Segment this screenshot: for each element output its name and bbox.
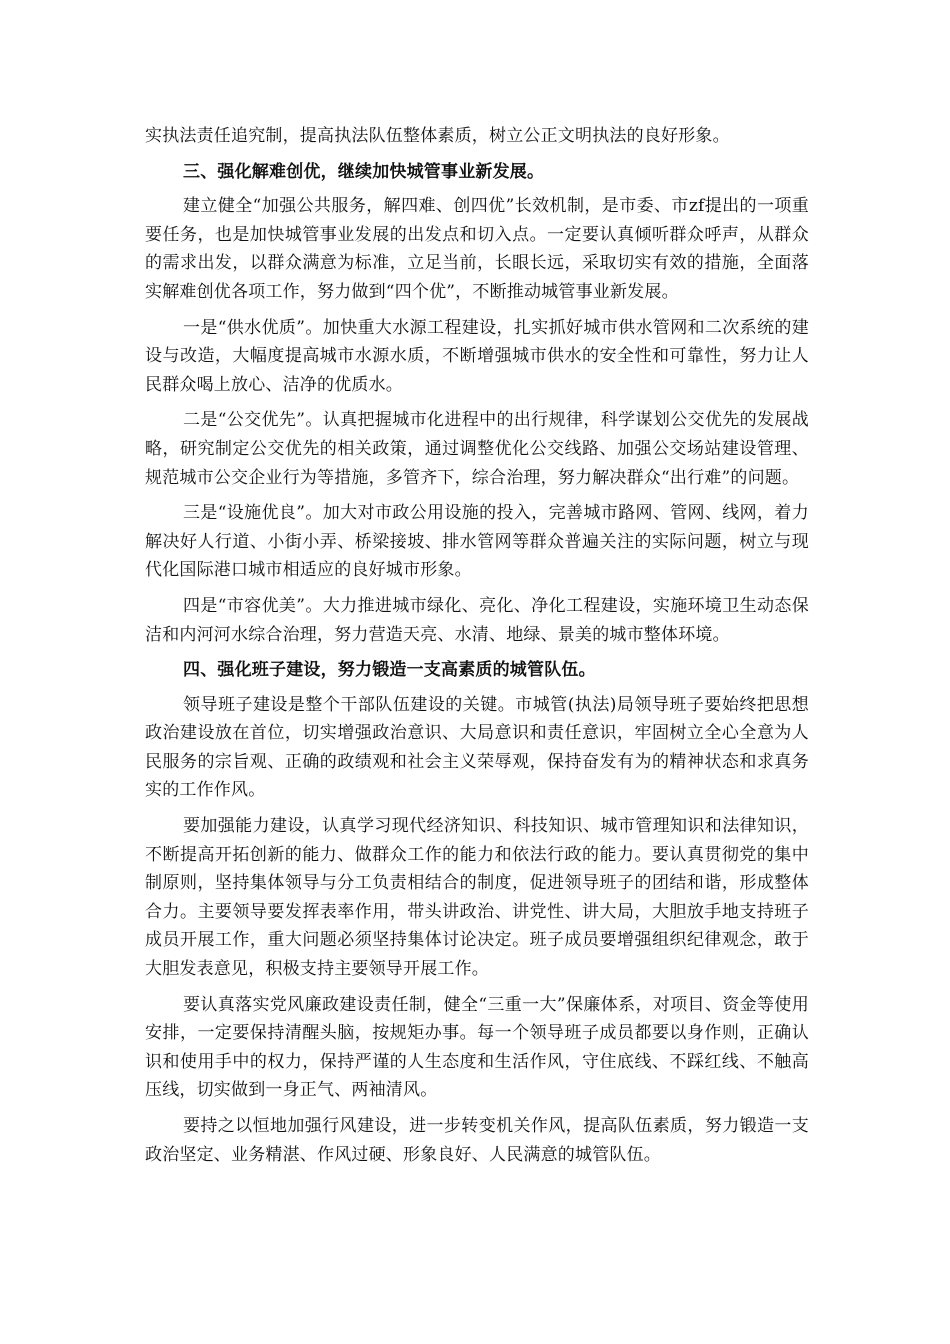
paragraph-integrity: 要认真落实党风廉政建设责任制，健全“三重一大”保廉体系，对项目、资金等使用安排，一定要保持清醒头脑，按规矩办事。每一个领导班子成员都要以身作则，正确认识和使用手中的权力，保持严谨的人生态度和生活作风，守住底线、不踩红线、不触高压线，切实做到一身正气、两袖清风。 <box>145 994 809 1101</box>
paragraph-public-transit: 二是“公交优先”。认真把握城市化进程中的出行规律，科学谋划公交优先的发展战略，研究制定公交优先的相关政策，通过调整优化公交线路、加强公交场站建设管理、规范城市公交企业行为等措施，多管齐下，综合治理，努力解决群众“出行难”的问题。 <box>145 410 809 488</box>
paragraph-city-appearance: 四是“市容优美”。大力推进城市绿化、亮化、净化工程建设，实施环境卫生动态保洁和内河河水综合治理，努力营造天亮、水清、地绿、景美的城市整体环境。 <box>145 595 809 645</box>
section-heading-3: 三、强化解难创优，继续加快城管事业新发展。 <box>183 161 545 182</box>
paragraph-mechanism: 建立健全“加强公共服务，解四难、创四优”长效机制，是市委、市zf提出的一项重要任务，也是加快城管事业发展的出发点和切入点。一定要认真倾听群众呼声，从群众的需求出发，以群众满意为标准，立足当前，长眼长远，采取切实有效的措施，全面落实解难创优各项工作，努力做到“四个优”，不断推动城管事业新发展。 <box>145 196 809 302</box>
paragraph-leadership: 领导班子建设是整个干部队伍建设的关键。市城管(执法)局领导班子要始终把思想政治建设放在首位，切实增强政治意识、大局意识和责任意识，牢固树立全心全意为人民服务的宗旨观、正确的政绩观和社会主义荣辱观，保持奋发有为的精神状态和求真务实的工作作风。 <box>145 694 809 801</box>
section-heading-4: 四、强化班子建设，努力锻造一支高素质的城管队伍。 <box>183 660 596 681</box>
paragraph-water-supply: 一是“供水优质”。加快重大水源工程建设，扎实抓好城市供水管网和二次系统的建设与改造，大幅度提高城市水源水质，不断增强城市供水的安全性和可靠性，努力让人民群众喝上放心、洁净的优质水。 <box>145 317 809 395</box>
paragraph-facilities: 三是“设施优良”。加大对市政公用设施的投入，完善城市路网、管网、线网，着力解决好人行道、小街小弄、桥梁接坡、排水管网等群众普遍关注的实际问题，树立与现代化国际港口城市相适应的良好城市形象。 <box>145 503 809 581</box>
paragraph-conduct: 要持之以恒地加强行风建设，进一步转变机关作风，提高队伍素质，努力锻造一支政治坚定、业务精湛、作风过硬、形象良好、人民满意的城管队伍。 <box>145 1116 809 1165</box>
paragraph-capability: 要加强能力建设，认真学习现代经济知识、科技知识、城市管理知识和法律知识，不断提高开拓创新的能力、做群众工作的能力和依法行政的能力。要认真贯彻党的集中制原则，坚持集体领导与分工负责相结合的制度，促进领导班子的团结和谐，形成整体合力。主要领导要发挥表率作用，带头讲政治、讲党性、讲大局，大胆放手地支持班子成员开展工作，重大问题必须坚持集体讨论决定。班子成员要增强组织纪律观念，敢于大胆发表意见，积极支持主要领导开展工作。 <box>145 816 809 980</box>
document-page <box>145 122 809 1176</box>
paragraph-continued: 实执法责任追究制，提高执法队伍整体素质，树立公正文明执法的良好形象。 <box>145 126 730 146</box>
